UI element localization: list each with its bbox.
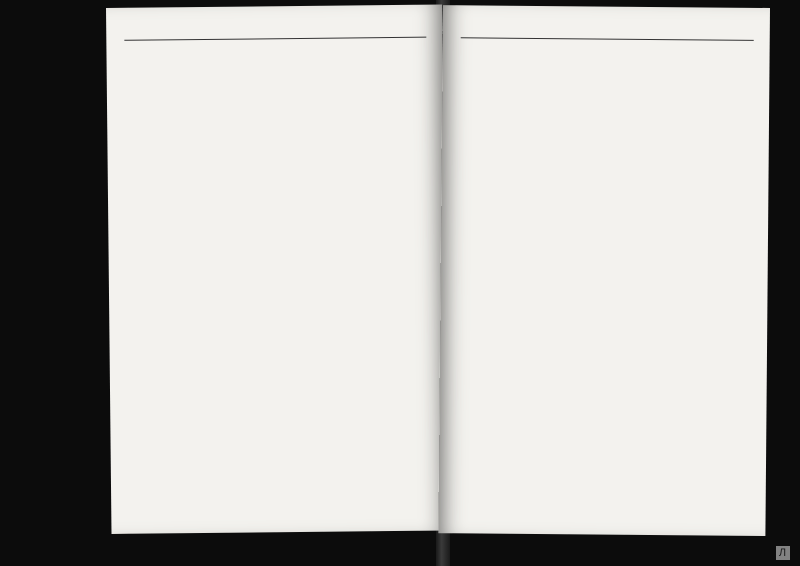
right-page	[438, 5, 770, 536]
left-page	[106, 4, 447, 533]
right-page-header	[461, 15, 754, 41]
left-page-header	[124, 15, 426, 41]
toc-right-content	[461, 47, 754, 50]
watermark-logo: Л	[776, 543, 792, 560]
